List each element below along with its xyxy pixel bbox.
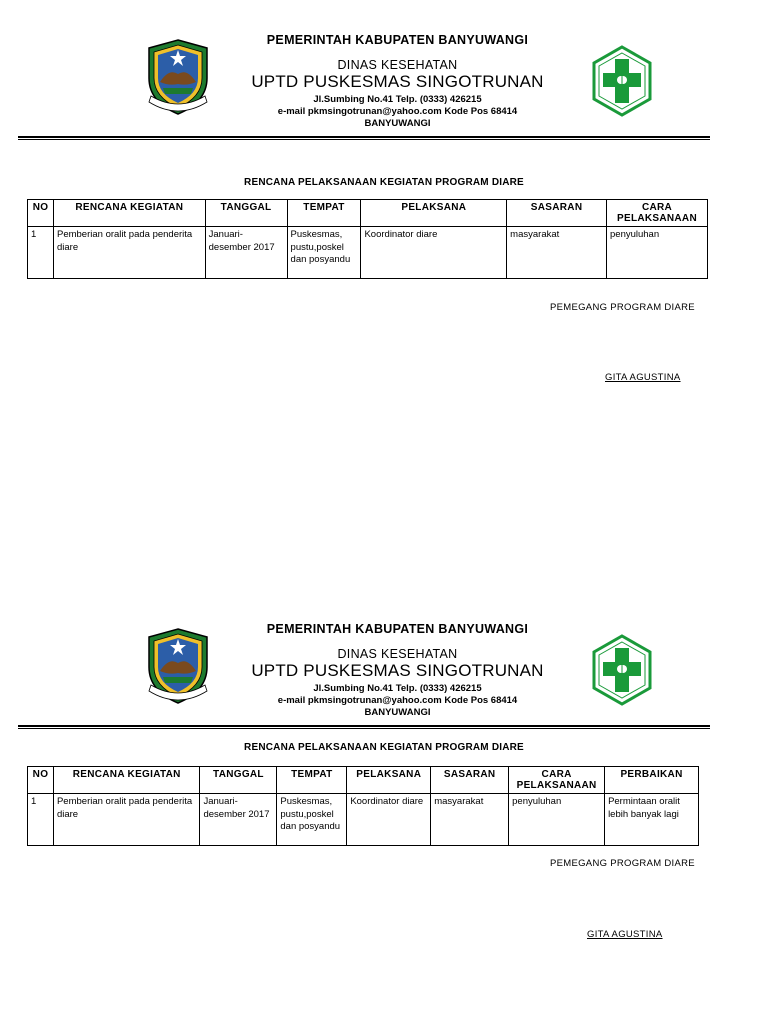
table-row bbox=[28, 227, 708, 279]
cell-perbaikan: Permintaan oralit lebih banyak lagi bbox=[605, 794, 699, 846]
column-header: PELAKSANA bbox=[361, 200, 507, 227]
activity-plan-table bbox=[27, 199, 708, 279]
letterhead-divider-thin bbox=[18, 139, 710, 140]
letterhead bbox=[0, 0, 768, 140]
column-header: TANGGAL bbox=[205, 200, 287, 227]
cell-cara: penyuluhan bbox=[607, 227, 708, 279]
signature-role: PEMEGANG PROGRAM DIARE bbox=[550, 858, 695, 869]
letterhead-government: PEMERINTAH KABUPATEN BANYUWANGI bbox=[266, 33, 529, 47]
column-header: TANGGAL bbox=[200, 767, 277, 794]
letterhead-email: e-mail pkmsingotrunan@yahoo.com Kode Pos 68414 bbox=[277, 106, 518, 117]
column-header: RENCANA KEGIATAN bbox=[53, 200, 205, 227]
signature-role: PEMEGANG PROGRAM DIARE bbox=[550, 302, 695, 313]
signature-name: GITA AGUSTINA bbox=[587, 929, 663, 940]
column-header: SASARAN bbox=[507, 200, 607, 227]
letterhead-divider bbox=[18, 136, 710, 138]
cell-rencana: Pemberian oralit pada penderita diare bbox=[53, 794, 200, 846]
letterhead bbox=[0, 589, 768, 729]
column-header: CARA PELAKSANAAN bbox=[607, 200, 708, 227]
column-header: NO bbox=[28, 767, 54, 794]
letterhead-email: e-mail pkmsingotrunan@yahoo.com Kode Pos 68414 bbox=[277, 695, 518, 706]
cell-tempat: Puskesmas, pustu,poskel dan posyandu bbox=[287, 227, 361, 279]
letterhead-institution: UPTD PUSKESMAS SINGOTRUNAN bbox=[251, 72, 544, 91]
column-header: NO bbox=[28, 200, 54, 227]
column-header: PELAKSANA bbox=[347, 767, 431, 794]
cell-sasaran: masyarakat bbox=[507, 227, 607, 279]
document-title: RENCANA PELAKSANAAN KEGIATAN PROGRAM DIARE bbox=[244, 177, 524, 188]
letterhead-government: PEMERINTAH KABUPATEN BANYUWANGI bbox=[266, 622, 529, 636]
cell-sasaran: masyarakat bbox=[431, 794, 509, 846]
column-header: TEMPAT bbox=[277, 767, 347, 794]
cell-tempat: Puskesmas, pustu,poskel dan posyandu bbox=[277, 794, 347, 846]
cell-pelaksana: Koordinator diare bbox=[347, 794, 431, 846]
puskesmas-logo-icon bbox=[591, 45, 653, 117]
cell-tanggal: Januari-desember 2017 bbox=[205, 227, 287, 279]
puskesmas-logo-icon bbox=[591, 634, 653, 706]
letterhead-address: Jl.Sumbing No.41 Telp. (0333) 426215 bbox=[313, 683, 482, 694]
column-header: RENCANA KEGIATAN bbox=[53, 767, 200, 794]
letterhead-divider-thin bbox=[18, 728, 710, 729]
letterhead-department: DINAS KESEHATAN bbox=[337, 58, 458, 72]
letterhead-city: BANYUWANGI bbox=[364, 707, 431, 718]
column-header: TEMPAT bbox=[287, 200, 361, 227]
column-header: CARA PELAKSANAAN bbox=[509, 767, 605, 794]
activity-plan-table bbox=[27, 766, 699, 846]
letterhead-divider bbox=[18, 725, 710, 727]
signature-name: GITA AGUSTINA bbox=[605, 372, 681, 383]
column-header: SASARAN bbox=[431, 767, 509, 794]
letterhead-city: BANYUWANGI bbox=[364, 118, 431, 129]
cell-cara: penyuluhan bbox=[509, 794, 605, 846]
column-header: PERBAIKAN bbox=[605, 767, 699, 794]
letterhead-address: Jl.Sumbing No.41 Telp. (0333) 426215 bbox=[313, 94, 482, 105]
cell-pelaksana: Koordinator diare bbox=[361, 227, 507, 279]
letterhead-department: DINAS KESEHATAN bbox=[337, 647, 458, 661]
document-title: RENCANA PELAKSANAAN KEGIATAN PROGRAM DIARE bbox=[244, 742, 524, 753]
table-header-row bbox=[28, 200, 708, 227]
cell-no: 1 bbox=[28, 794, 54, 846]
cell-rencana: Pemberian oralit pada penderita diare bbox=[53, 227, 205, 279]
table-row bbox=[28, 794, 699, 846]
cell-no: 1 bbox=[28, 227, 54, 279]
document-page-2 bbox=[0, 589, 768, 1024]
table-header-row bbox=[28, 767, 699, 794]
letterhead-institution: UPTD PUSKESMAS SINGOTRUNAN bbox=[251, 661, 544, 680]
cell-tanggal: Januari-desember 2017 bbox=[200, 794, 277, 846]
